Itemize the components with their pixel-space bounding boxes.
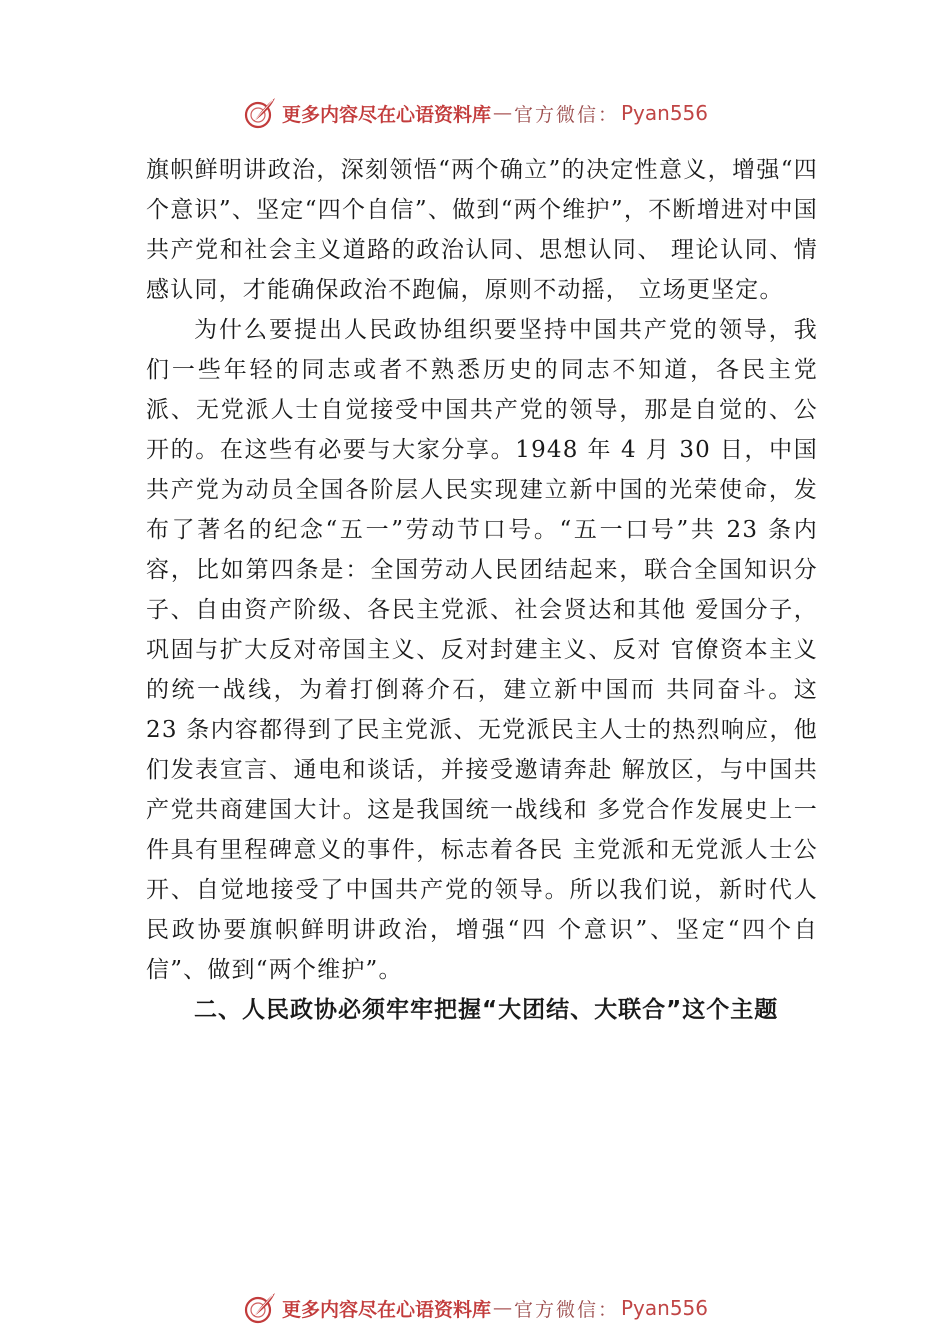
banner-wechat-handle: Pyan556 bbox=[621, 101, 709, 125]
section-heading: 二、人民政协必须牢牢把握“大团结、大联合”这个主题 bbox=[194, 997, 779, 1023]
banner-brand-text: 更多内容尽在心语资料库 bbox=[281, 103, 491, 126]
banner-dash: — bbox=[492, 1297, 512, 1319]
banner-official-label: 官方微信： bbox=[513, 103, 619, 126]
banner-wechat-handle: Pyan556 bbox=[621, 1296, 709, 1320]
paragraph-continuation: 旗帜鲜明讲政治，深刻领悟“两个确立”的决定性意义，增强“四个意识”、坚定“四个自信”、做到“两个维护”，不断增进对中国共产党和社会主义道路的政治认同、思想认同、 理论认同、情感认同，才能确保政治不跑偏，原则不动摇， 立场更坚定。 bbox=[146, 157, 818, 303]
feather-pen-seal-icon bbox=[242, 1290, 278, 1326]
feather-pen-seal-icon bbox=[242, 95, 278, 131]
banner-dash: — bbox=[492, 102, 512, 124]
header-watermark-banner bbox=[0, 93, 950, 133]
paragraph-history: 为什么要提出人民政协组织要坚持中国共产党的领导，我们一些年轻的同志或者不熟悉历史的同志不知道，各民主党派、无党派人士自觉接受中国共产党的领导，那是自觉的、公开的。在这些有必要与大家分享。1948 年 4 月 30 日，中国共产党为动员全国各阶层人民实现建立新中国的光荣使命，发布了著名的纪念“五一”劳动节口号。“五一口号”共 23 条内容，比如第四条是：全国劳动人民团结起来，联合全国知识分子、自由资产阶级、各民主党派、社会贤达和其他 爱国分子，巩固与扩大反对帝国主义、反对封建主义、反对 官僚资本主义的统一战线，为着打倒蒋介石，建立新中国而 共同奋斗。这 23 条内容都得到了民主党派、无党派民主人士的热烈响应，他们发表宣言、通电和谈话，并接受邀请奔赴 解放区，与中国共产党共商建国大计。这是我国统一战线和 多党合作发展史上一件具有里程碑意义的事件，标志着各民 主党派和无党派人士公开、自觉地接受了中国共产党的领导。所以我们说，新时代人民政协要旗帜鲜明讲政治，增强“四 个意识”、坚定“四个自信”、做到“两个维护”。 bbox=[146, 317, 818, 983]
banner-official-label: 官方微信： bbox=[513, 1298, 619, 1321]
document-body bbox=[146, 150, 818, 1030]
footer-watermark-banner bbox=[0, 1288, 950, 1328]
banner-brand-text: 更多内容尽在心语资料库 bbox=[281, 1298, 491, 1321]
